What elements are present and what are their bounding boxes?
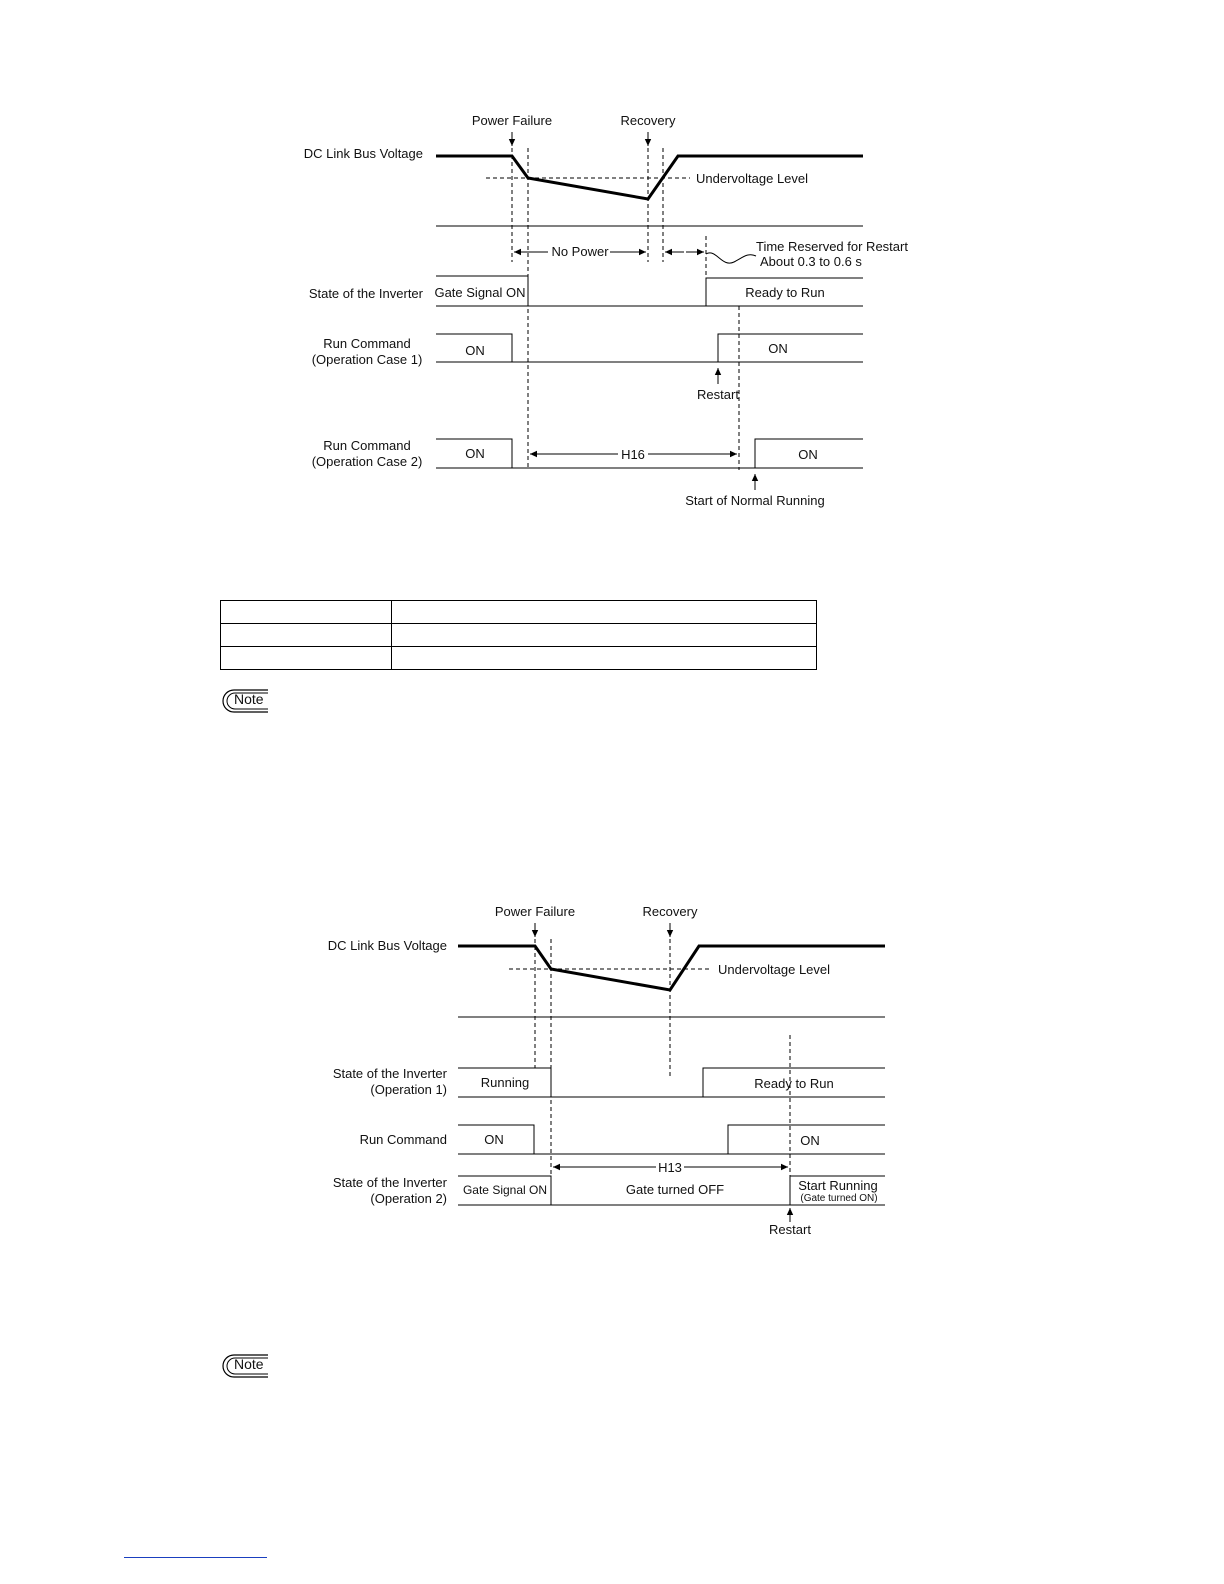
reserved-text-2: About 0.3 to 0.6 s	[760, 254, 862, 269]
power-failure-label-2: Power Failure	[494, 904, 576, 919]
reserved-leader	[706, 253, 756, 263]
no-power-label: No Power	[551, 244, 609, 259]
note-badge-1	[220, 688, 266, 712]
case-2-label: (Operation Case 2)	[311, 454, 423, 469]
ready-to-run-label-2: Ready to Run	[754, 1076, 834, 1091]
table-row	[221, 624, 817, 647]
run-cmd-waveform-2	[458, 1125, 885, 1154]
power-failure-label: Power Failure	[471, 113, 553, 128]
operation-2-label: (Operation 2)	[370, 1191, 447, 1206]
recovery-label-2: Recovery	[642, 904, 698, 919]
diagram-1	[304, 113, 909, 508]
h13-label: H13	[658, 1160, 682, 1175]
restart-label: Restart	[697, 387, 739, 402]
table-cell	[221, 601, 392, 624]
run-cmd-label-2: Run Command	[359, 1132, 447, 1147]
run-cmd-1-waveform	[436, 334, 863, 362]
h16-label: H16	[621, 447, 645, 462]
undervoltage-label: Undervoltage Level	[696, 171, 809, 186]
note-label: Note	[234, 691, 264, 707]
table-cell	[392, 601, 817, 624]
recovery-label: Recovery	[620, 113, 676, 128]
run-cmd-2-label: Run Command	[323, 438, 411, 453]
footer-link-underline[interactable]	[124, 1557, 267, 1558]
run-cmd-1-label: Run Command	[323, 336, 411, 351]
undervoltage-label-2: Undervoltage Level	[718, 962, 831, 977]
table-cell	[392, 647, 817, 670]
on-label-1b: ON	[768, 341, 788, 356]
parameter-table	[220, 600, 817, 670]
restart-label-2: Restart	[769, 1222, 811, 1237]
dc-link-label-2: DC Link Bus Voltage	[327, 938, 447, 953]
gate-off-label: Gate turned OFF	[625, 1182, 725, 1197]
case-1-label: (Operation Case 1)	[311, 352, 423, 367]
table-cell	[392, 624, 817, 647]
gate-signal-on-label-2: Gate Signal ON	[462, 1183, 548, 1197]
on-label-1a: ON	[465, 343, 485, 358]
start-normal-label: Start of Normal Running	[685, 493, 825, 508]
note-badge-2	[220, 1353, 266, 1377]
note-label: Note	[234, 1356, 264, 1372]
gate-signal-on-label: Gate Signal ON	[434, 285, 526, 300]
on-label-2d: ON	[800, 1133, 820, 1148]
table-row	[221, 647, 817, 670]
start-running-label: Start Running	[798, 1178, 878, 1193]
state-inverter-label-op2: State of the Inverter	[332, 1175, 447, 1190]
gate-on-label: (Gate turned ON)	[800, 1193, 878, 1204]
on-label-2b: ON	[798, 447, 818, 462]
operation-1-label: (Operation 1)	[370, 1082, 447, 1097]
on-label-2a: ON	[465, 446, 485, 461]
table-cell	[221, 624, 392, 647]
state-inverter-label-op1: State of the Inverter	[332, 1066, 447, 1081]
state-inverter-label: State of the Inverter	[308, 286, 423, 301]
diagram-2	[328, 904, 885, 1237]
table-cell	[221, 647, 392, 670]
dc-link-label: DC Link Bus Voltage	[303, 146, 423, 161]
ready-to-run-label: Ready to Run	[745, 285, 825, 300]
table-row	[221, 601, 817, 624]
running-label: Running	[480, 1075, 530, 1090]
reserved-text-1: Time Reserved for Restart	[756, 239, 908, 254]
on-label-2c: ON	[484, 1132, 504, 1147]
